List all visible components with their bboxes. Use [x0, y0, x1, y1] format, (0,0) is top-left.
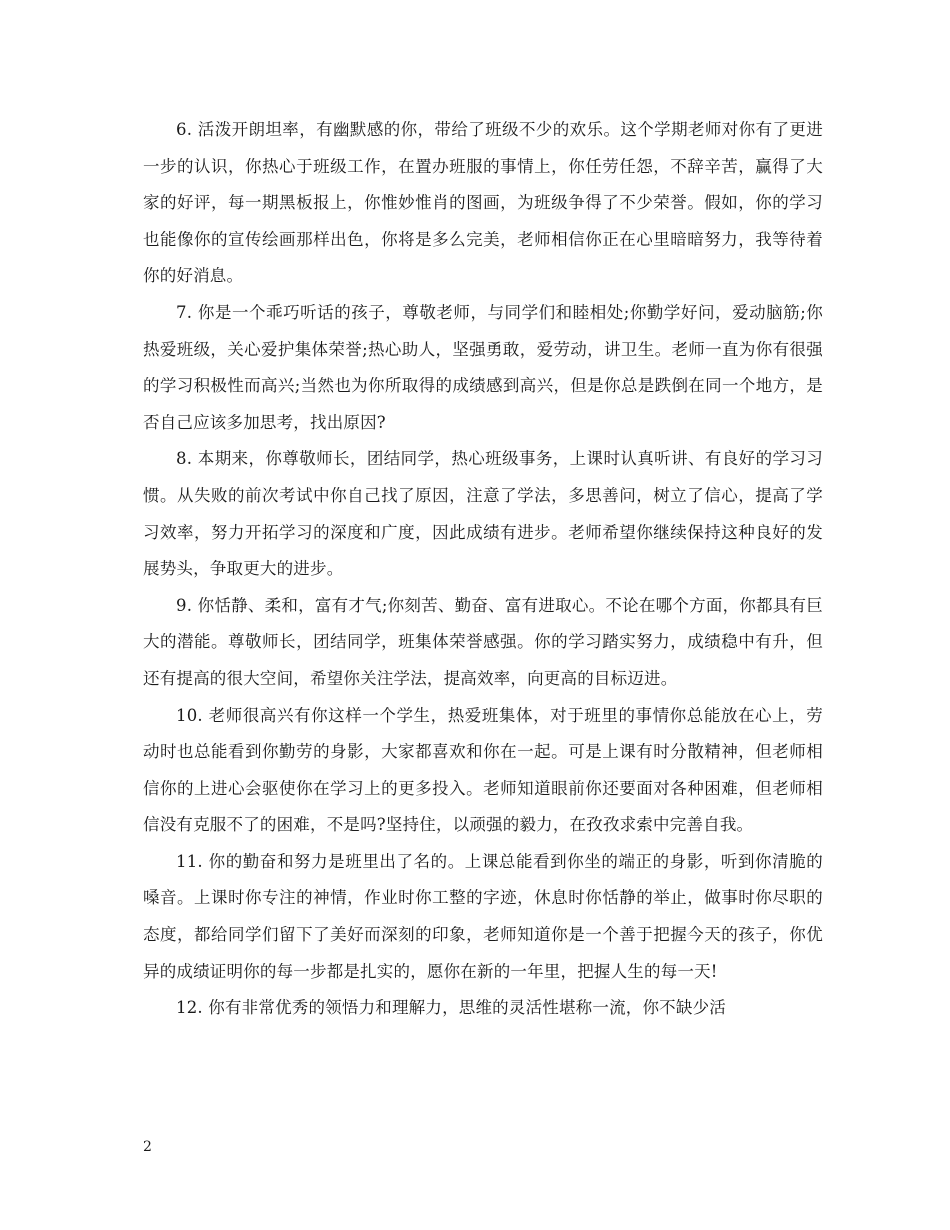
document-body: [143, 112, 823, 1027]
paragraph-8: 8. 本期来，你尊敬师长，团结同学，热心班级事务，上课时认真听讲、有良好的学习习惯。从失败的前次考试中你自己找了原因，注意了学法，多思善问，树立了信心，提高了学习效率，努力开拓学习的深度和广度，因此成绩有进步。老师希望你继续保持这种良好的发展势头，争取更大的进步。: [143, 449, 823, 579]
paragraph-7: 7. 你是一个乖巧听话的孩子，尊敬老师，与同学们和睦相处;你勤学好问，爱动脑筋;你热爱班级，关心爱护集体荣誉;热心助人，坚强勇敢，爱劳动，讲卫生。老师一直为你有很强的学习积极性而高兴;当然也为你所取得的成绩感到高兴，但是你总是跌倒在同一个地方，是否自己应该多加思考，找出原因?: [143, 302, 823, 432]
paragraph-6: 6. 活泼开朗坦率，有幽默感的你，带给了班级不少的欢乐。这个学期老师对你有了更进一步的认识，你热心于班级工作，在置办班服的事情上，你任劳任怨，不辞辛苦，赢得了大家的好评，每一期黑板报上，你惟妙惟肖的图画，为班级争得了不少荣誉。假如，你的学习也能像你的宣传绘画那样出色，你将是多么完美，老师相信你正在心里暗暗努力，我等待着你的好消息。: [143, 120, 823, 286]
paragraph-11: 11. 你的勤奋和努力是班里出了名的。上课总能看到你坐的端正的身影，听到你清脆的嗓音。上课时你专注的神情，作业时你工整的字迹，休息时你恬静的举止，做事时你尽职的态度，都给同学们留下了美好而深刻的印象，老师知道你是一个善于把握今天的孩子，你优异的成绩证明你的每一步都是扎实的，愿你在新的一年里，把握人生的每一天!: [143, 851, 823, 981]
paragraph-9: 9. 你恬静、柔和，富有才气;你刻苦、勤奋、富有进取心。不论在哪个方面，你都具有巨大的潜能。尊敬师长，团结同学，班集体荣誉感强。你的学习踏实努力，成绩稳中有升，但还有提高的很大空间，希望你关注学法，提高效率，向更高的目标迈进。: [143, 595, 823, 688]
paragraph-10: 10. 老师很高兴有你这样一个学生，热爱班集体，对于班里的事情你总能放在心上，劳动时也总能看到你勤劳的身影，大家都喜欢和你在一起。可是上课有时分散精神，但老师相信你的上进心会驱使你在学习上的更多投入。老师知道眼前你还要面对各种困难，但老师相信没有克服不了的困难，不是吗?坚持住，以顽强的毅力，在孜孜求索中完善自我。: [143, 705, 823, 835]
paragraph-12: 12. 你有非常优秀的领悟力和理解力，思维的灵活性堪称一流，你不缺少活: [176, 998, 726, 1018]
page-number: 2: [143, 1139, 152, 1155]
